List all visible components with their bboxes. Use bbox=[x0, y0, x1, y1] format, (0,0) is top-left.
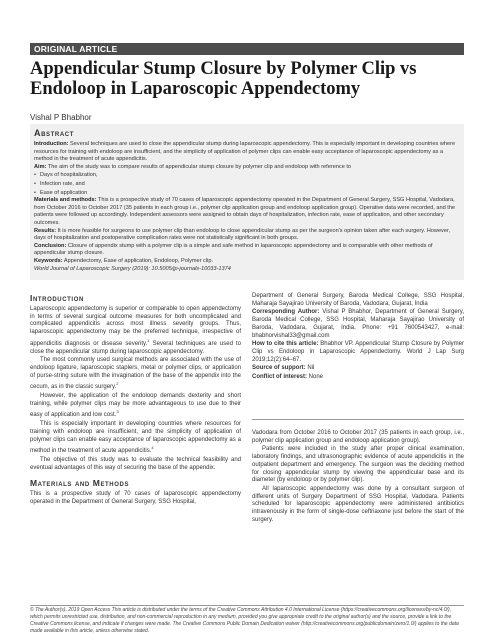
aim-item: • Days of hospitalization, bbox=[34, 171, 460, 180]
aim-text: The aim of the study was to compare results of appendicular stump closure by polymer clip and endoloop with reference to bbox=[46, 163, 352, 170]
keywords-label: Keywords: bbox=[34, 257, 63, 264]
methods-label: Materials and methods: bbox=[34, 197, 97, 204]
reference-marker[interactable]: 4 bbox=[151, 445, 154, 451]
aim-item: • Ease of application bbox=[34, 189, 460, 198]
left-column bbox=[30, 293, 241, 508]
cite-text: Bhabhor VP. Appendicular Stump Closure by Polymer Clip vs Endoloop in Laparoscopic Appendectomy. World J Lap Surg 2019;12(2):64–67. bbox=[252, 341, 464, 363]
footer-divider bbox=[30, 605, 464, 606]
conclusion-label: Conclusion: bbox=[34, 242, 67, 249]
abstract-box bbox=[30, 124, 464, 280]
abstract-conclusion bbox=[34, 243, 460, 258]
intro-p1-text: Laparoscopic appendectomy is superior or comparable to open appendectomy in terms of several surgical outcome measures for both uncomplicated and complicated appendicitis across most illness severity groups. Thus, laparoscopic appendectomy may be the preferred technique, irrespective of appendicitis diagnosis or disease severity. bbox=[30, 306, 241, 347]
conclusion-text: Closure of appendix stump with a polymer clip is a simple and safe method in laparoscopic appendectomy and is comparable with other methods of appendicular stump closure. bbox=[34, 242, 433, 257]
methods-text: This is a prospective study of 70 cases of laparoscopic appendectomy operated in the Department of General Surgery, SSG Hospital, Vadodara, from October 2016 to October 2017 (35 patients in each group i.e., polymer clip application group and endoloop application group). Operative data were recorded, and the patients were followed up accordingly. Independent assessors were assigned to obtain days of hospitalization, infection rate, ease of application, and other secondary outcomes. bbox=[34, 197, 456, 226]
intro-paragraph-2 bbox=[30, 357, 241, 392]
intro-label: Introduction: bbox=[34, 141, 69, 147]
reference-marker[interactable]: 2 bbox=[116, 381, 119, 387]
abstract-heading: Abstract bbox=[34, 128, 74, 138]
article-info-box bbox=[252, 293, 464, 383]
corr-text: Vishal P Bhabhor, Department of General Surgery, Baroda Medical College, SSG Hospital, Maharaja Sayajirao University of Baroda, Vadodara, Gujarat, India, Phone: +91 7600543427, e-mail: bhabhorvishal33@gmail.com bbox=[252, 309, 464, 339]
abstract-methods bbox=[34, 197, 460, 227]
aim-label: Aim: bbox=[34, 163, 47, 170]
license-footer: © The Author(s). 2019 Open Access This article is distributed under the terms of the Creative Commons Attribution 4.0 International License (https://creativecommons.org/licenses/by-nc/4.0/), which permits unrestricted use, distribution, and non-commercial reproduction in any medium, provided you give appropriate credit to the original author(s) and the source, provide a link to the Creative Commons license, and indicate if changes were made. The Creative Commons Public Domain Dedication waiver (http://creativecommons.org/publicdomain/zero/1.0/) applies to the data made available in this article, unless otherwise stated. bbox=[30, 607, 459, 634]
article-type-badge: ORIGINAL ARTICLE bbox=[30, 43, 464, 55]
journal-citation: World Journal of Laparoscopic Surgery (2019): 10.5005/jp-journals-10033-1374 bbox=[34, 265, 231, 272]
article-title: Appendicular Stump Closure by Polymer Clip vs Endoloop in Laparoscopic Appendectomy bbox=[30, 59, 417, 99]
intro-paragraph-5: The objective of this study was to evaluate the technical feasibility and eventual advantages of this way of securing the base of the appendix. bbox=[30, 456, 241, 471]
abstract-keywords bbox=[34, 258, 460, 266]
conflict-of-interest bbox=[252, 374, 464, 382]
author-affiliation: Department of General Surgery, Baroda Medical College, SSG Hospital, Maharaja Sayajirao University of Baroda, Vadodara, Gujarat, India bbox=[252, 293, 464, 307]
aim-list bbox=[34, 171, 460, 197]
source-of-support bbox=[252, 365, 464, 373]
intro-p4-text: This is especially important in developing countries where resources for training with endoloop are insufficient, and the simplicity of application of polymer clips can enable easy acceptance of laparoscopic appendectomy as a method in the treatment of acute appendicitis. bbox=[30, 421, 241, 455]
corresponding-author bbox=[252, 309, 464, 340]
info-divider bbox=[252, 419, 464, 420]
methods-paragraph-1-cont: Vadodara from October 2016 to October 2017 (35 patients in each group, i.e., polymer clip application group and endoloop application group). bbox=[252, 430, 464, 444]
abstract-results bbox=[34, 228, 460, 243]
intro-p1-tail: Several techniques are used to close the appendicular stump during laparoscopic appendectomy. bbox=[30, 340, 242, 355]
intro-text: Several techniques are used to close the appendicular stump during laparoscopic appendectomy. This is especially important in developing countries where resources for training with endoloop are insufficient, and the simplicity of application of polymer clips can enable easy acceptance of laparoscopic appendectomy as a method in the treatment of acute appendicitis. bbox=[34, 141, 456, 163]
support-label: Source of support: bbox=[252, 365, 306, 372]
introduction-heading: Introduction bbox=[30, 293, 84, 303]
keywords-text: Appendectomy, Ease of application, Endoloop, Polymer clip. bbox=[62, 257, 214, 264]
corr-label: Corresponding Author: bbox=[252, 309, 320, 316]
intro-p2-text: The most commonly used surgical methods are associated with the use of endoloop ligature, laparoscopic staplers, metal or polymer clips, or application of purse-string suture with the invagination of the base of the appendix into the cecum, as in the classic surgery. bbox=[30, 357, 241, 391]
methods-paragraph-2: Patients were included in the study after proper clinical examination, laboratory findings, and ultrasonographic evidence of acute appendicitis in the outpatient department and emergency. The surgeon was the deciding method for closing appendicular stump by viewing the appendicular base and its diameter (by endoloop or by polymer clip). bbox=[252, 446, 464, 484]
methods-paragraph-1: This is a prospective study of 70 cases of laparoscopic appendectomy operated in the Department of General Surgery, SSG Hospital, bbox=[30, 491, 241, 506]
how-to-cite bbox=[252, 341, 464, 364]
conflict-label: Conflict of interest: bbox=[252, 374, 307, 381]
author-name: Vishal P Bhabhor bbox=[30, 113, 92, 122]
methods-paragraph-3: All laparoscopic appendectomy was done by a consultant surgeon of different units of Surgery Department of SSG Hospital, Vadodara. Patients scheduled for laparoscopic appendectomy were administered antibiotics intravenously in the form of single-dose ceftriaxone just before the start of the surgery. bbox=[252, 485, 464, 523]
reference-marker[interactable]: 3 bbox=[116, 409, 119, 415]
abstract-aim bbox=[34, 164, 460, 172]
conflict-text: None bbox=[307, 374, 324, 381]
abstract-introduction bbox=[34, 141, 460, 164]
reference-marker[interactable]: 1 bbox=[147, 337, 150, 343]
intro-paragraph-1 bbox=[30, 306, 241, 356]
support-text: Nil bbox=[305, 365, 315, 372]
intro-paragraph-4 bbox=[30, 421, 241, 456]
right-column bbox=[252, 430, 464, 525]
results-label: Results: bbox=[34, 227, 57, 234]
aim-item: • Infection rate, and bbox=[34, 180, 460, 189]
intro-p3-text: However, the application of the endoloop demands dexterity and short training, while polymer clips may be more advantageous to use due to their easy of application and low cost. bbox=[30, 393, 241, 419]
intro-paragraph-3 bbox=[30, 393, 241, 420]
cite-label: How to cite this article: bbox=[252, 341, 319, 348]
methods-heading: Materials and Methods bbox=[30, 478, 130, 489]
results-text: It is more feasible for surgeons to use polymer clip than endoloop to close appendicular stump as per the surgeon's opinion taken after each surgery. However, days of hospitalization and postoperative complication rates were not statistically significant in both groups. bbox=[34, 227, 451, 242]
